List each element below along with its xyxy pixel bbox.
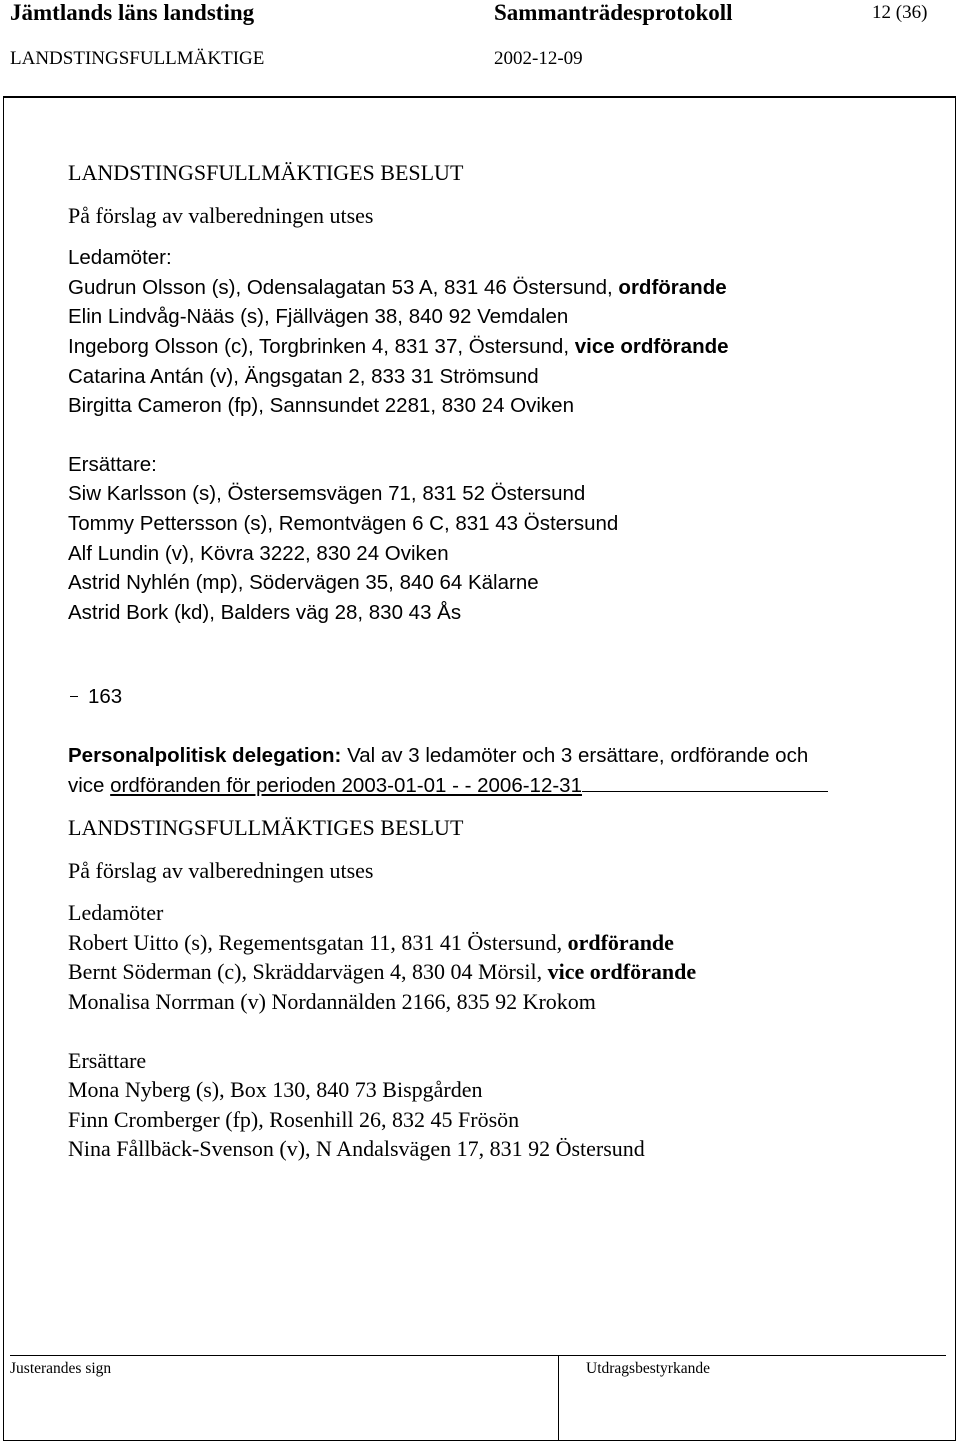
- list-item: Robert Uitto (s), Regementsgatan 11, 831 41 Östersund, ordförande: [68, 929, 674, 955]
- assembly-name: LANDSTINGSFULLMÄKTIGE: [10, 48, 265, 69]
- members-list: [68, 273, 928, 421]
- list-item: Monalisa Norrman (v) Nordannälden 2166, 835 92 Krokom: [68, 989, 596, 1015]
- list-item: Astrid Nyhlén (mp), Södervägen 35, 840 64 Kälarne: [68, 571, 539, 595]
- footer-divider: [558, 1355, 559, 1441]
- decision-heading: LANDSTINGSFULLMÄKTIGES BESLUT: [68, 160, 464, 185]
- list-item: Catarina Antán (v), Ängsgatan 2, 833 31 Strömsund: [68, 364, 539, 388]
- list-item: Nina Fållbäck-Svenson (v), N Andalsvägen 17, 831 92 Östersund: [68, 1136, 645, 1162]
- deputies-heading: Ersättare:: [68, 452, 157, 476]
- list-item: Gudrun Olsson (s), Odensalagatan 53 A, 831 46 Östersund, ordförande: [68, 275, 727, 299]
- page-header: [10, 0, 940, 30]
- protocol-body: [68, 158, 928, 1164]
- section-number: 163: [88, 685, 123, 709]
- underline-fill: [582, 771, 828, 792]
- section-paragraph: [68, 682, 928, 712]
- deputies-list: [68, 479, 928, 627]
- meeting-date: 2002-12-09: [494, 48, 583, 69]
- adjuster-signature-label: Justerandes sign: [10, 1360, 112, 1377]
- list-item: Birgitta Cameron (fp), Sannsundet 2281, 830 24 Oviken: [68, 394, 574, 418]
- list-item: Bernt Söderman (c), Skräddarvägen 4, 830 04 Mörsil, vice ordförande: [68, 959, 697, 985]
- list-item: Tommy Pettersson (s), Remontvägen 6 C, 831 43 Östersund: [68, 511, 619, 535]
- list-item: Finn Cromberger (fp), Rosenhill 26, 832 45 Frösön: [68, 1106, 520, 1132]
- deputies-heading: Ersättare: [68, 1047, 147, 1073]
- section-sign-mark: [70, 696, 78, 697]
- list-item: Alf Lundin (v), Kövra 3222, 830 24 Oviken: [68, 541, 449, 565]
- members-heading: Ledamöter:: [68, 246, 172, 270]
- decision-intro: På förslag av valberedningen utses: [68, 202, 374, 228]
- list-item: Siw Karlsson (s), Östersemsvägen 71, 831 52 Östersund: [68, 482, 586, 506]
- deputies-list: [68, 1075, 928, 1164]
- section-title-continued: vice ordföranden för perioden 2003-01-01 - - 2006-12-31: [68, 771, 928, 801]
- list-item: Ingeborg Olsson (c), Torgbrinken 4, 831 37, Östersund, vice ordförande: [68, 334, 729, 358]
- members-heading: Ledamöter: [68, 900, 164, 926]
- extract-certification-label: Utdragsbestyrkande: [586, 1360, 710, 1377]
- document-type: Sammanträdesprotokoll: [494, 0, 733, 25]
- decision-intro: På förslag av valberedningen utses: [68, 857, 374, 883]
- list-item: Elin Lindvåg-Nääs (s), Fjällvägen 38, 840 92 Vemdalen: [68, 305, 569, 329]
- page-footer: [10, 1355, 946, 1377]
- section-title: Personalpolitisk delegation: Val av 3 ledamöter och 3 ersättare, ordförande och: [68, 743, 809, 767]
- list-item: Mona Nyberg (s), Box 130, 840 73 Bispgården: [68, 1077, 483, 1103]
- organization-name: Jämtlands läns landsting: [10, 0, 255, 25]
- page-number: 12 (36): [872, 2, 928, 23]
- list-item: Astrid Bork (kd), Balders väg 28, 830 43 Ås: [68, 600, 462, 624]
- decision-heading: LANDSTINGSFULLMÄKTIGES BESLUT: [68, 815, 464, 841]
- members-list: [68, 928, 928, 1017]
